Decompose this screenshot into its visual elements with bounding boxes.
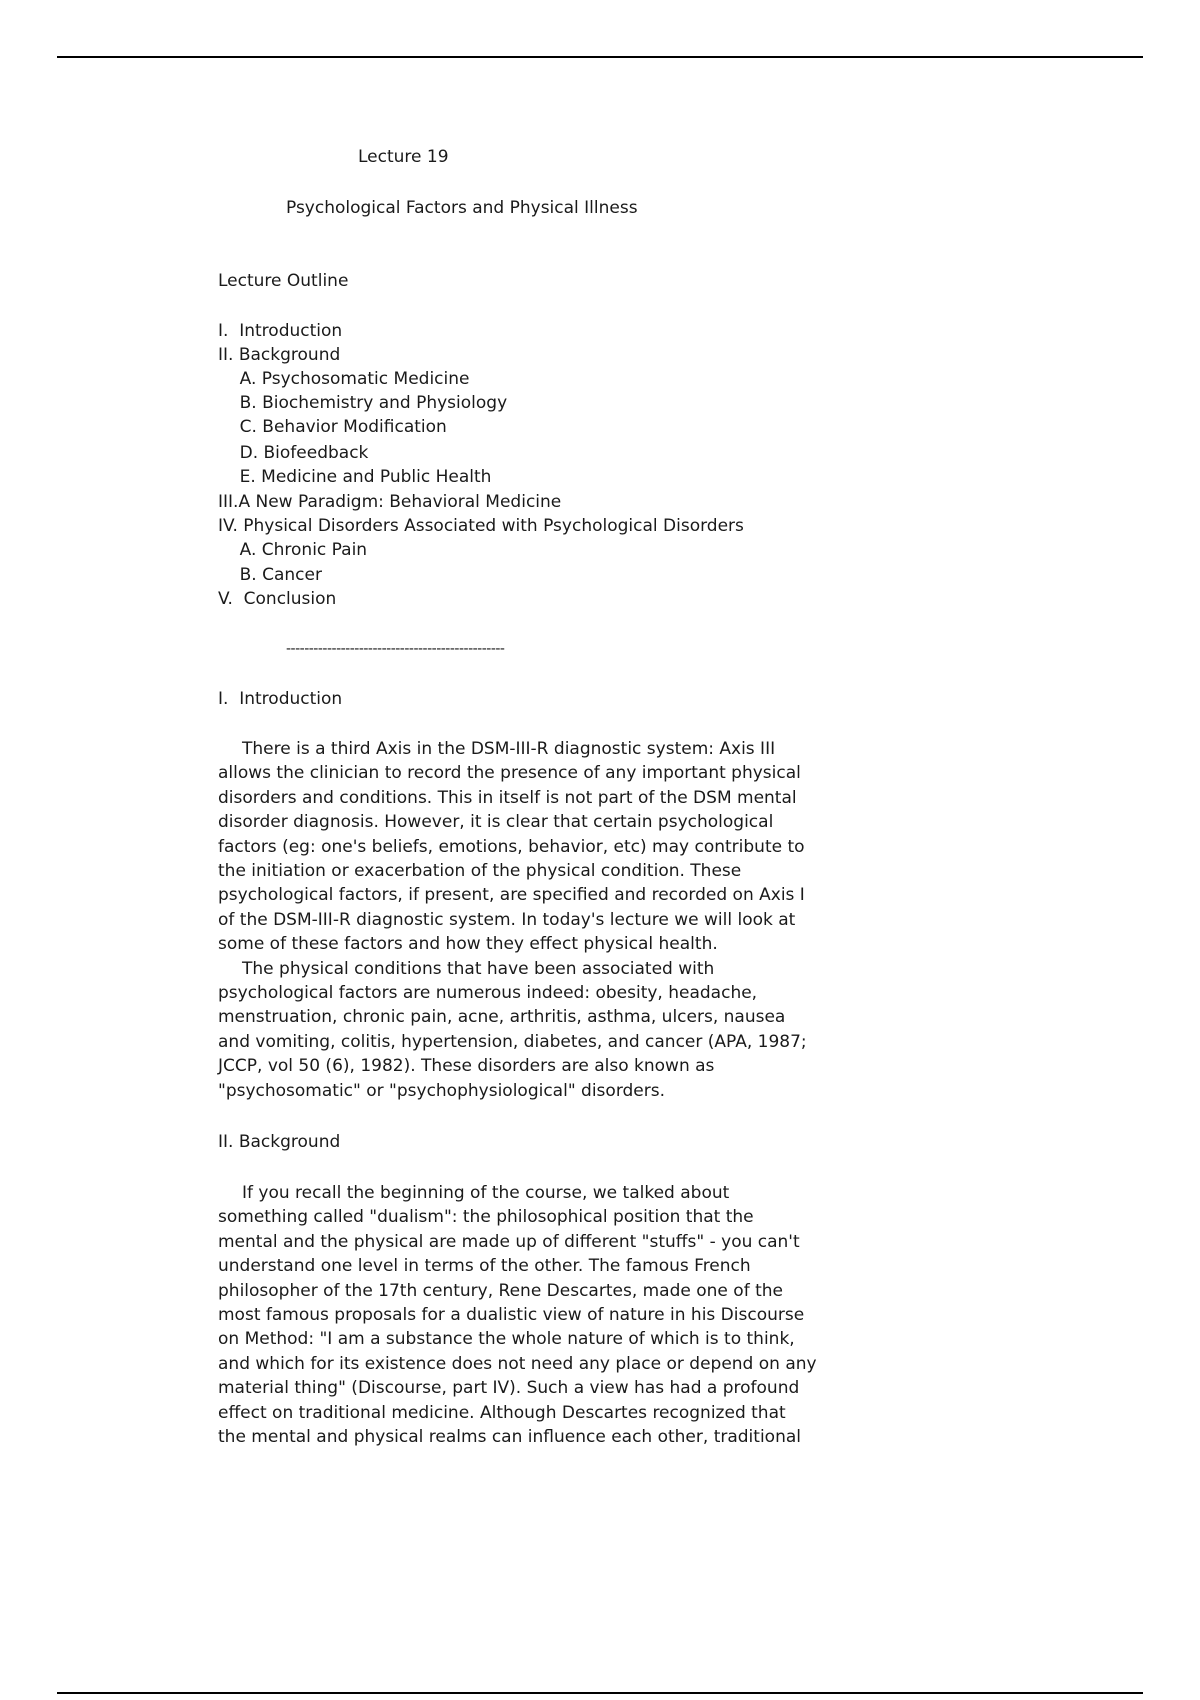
paragraph: There is a third Axis in the DSM-III-R diagnostic system: Axis III allows the clinician to record the presence of any important physical disorders and conditions. This in itself is not part of the DSM mental disorder diagnosis. However, it is clear that certain psychological factors (eg: one's beliefs, emotions, behavior, etc) may contribute to the initiation or exacerbation of the physical condition. These psychological factors, if present, are specified and recorded on Axis I of the DSM-III-R diagnostic system. In today's lecture we will look at some of these factors and how they effect physical health.	[218, 739, 805, 955]
outline-item: E. Medicine and Public Health	[218, 467, 492, 487]
outline-item: II. Background	[218, 345, 341, 365]
outline-item: V. Conclusion	[218, 589, 337, 609]
lecture-number: Lecture 19	[358, 147, 449, 167]
outline-item: IV. Physical Disorders Associated with Psychological Disorders	[218, 516, 744, 536]
outline-item: B. Biochemistry and Physiology	[218, 393, 508, 413]
outline-item: A. Chronic Pain	[218, 540, 368, 560]
outline-item: C. Behavior Modification	[218, 417, 447, 437]
bottom-rule	[57, 1692, 1143, 1694]
outline-item: A. Psychosomatic Medicine	[218, 369, 470, 389]
outline-heading: Lecture Outline	[218, 271, 349, 291]
lecture-title: Psychological Factors and Physical Illness	[286, 198, 638, 218]
introduction-text	[218, 737, 818, 1103]
outline-item: D. Biofeedback	[218, 443, 369, 463]
outline-item: III.A New Paradigm: Behavioral Medicine	[218, 492, 562, 512]
section-heading-background: II. Background	[218, 1132, 341, 1152]
outline-item: I. Introduction	[218, 321, 343, 341]
paragraph: The physical conditions that have been associated with psychological factors are numerous indeed: obesity, headache, menstruation, chronic pain, acne, arthritis, asthma, ulcers, nausea and vomiting, colitis, hypertension, diabetes, and cancer (APA, 1987; JCCP, vol 50 (6), 1982). These disorders are also known as "psychosomatic" or "psychophysiological" disorders.	[218, 958, 807, 1101]
paragraph: If you recall the beginning of the course, we talked about something called "dualism": the philosophical position that the mental and the physical are made up of different "stuffs" - you can't understand one level in terms of the other. The famous French philosopher of the 17th century, Rene Descartes, made one of the most famous proposals for a dualistic view of nature in his Discourse on Method: "I am a substance the whole nature of which is to think, and which for its existence does not need any place or depend on any material thing" (Discourse, part IV). Such a view has had a profound effect on traditional medicine. Although Descartes recognized that the mental and physical realms can influence each other, traditional	[218, 1183, 817, 1448]
section-heading-introduction: I. Introduction	[218, 689, 343, 709]
background-text	[218, 1181, 818, 1449]
section-separator: ------------------------------------------------	[286, 641, 505, 657]
outline-item: B. Cancer	[218, 565, 322, 585]
top-rule	[57, 56, 1143, 58]
